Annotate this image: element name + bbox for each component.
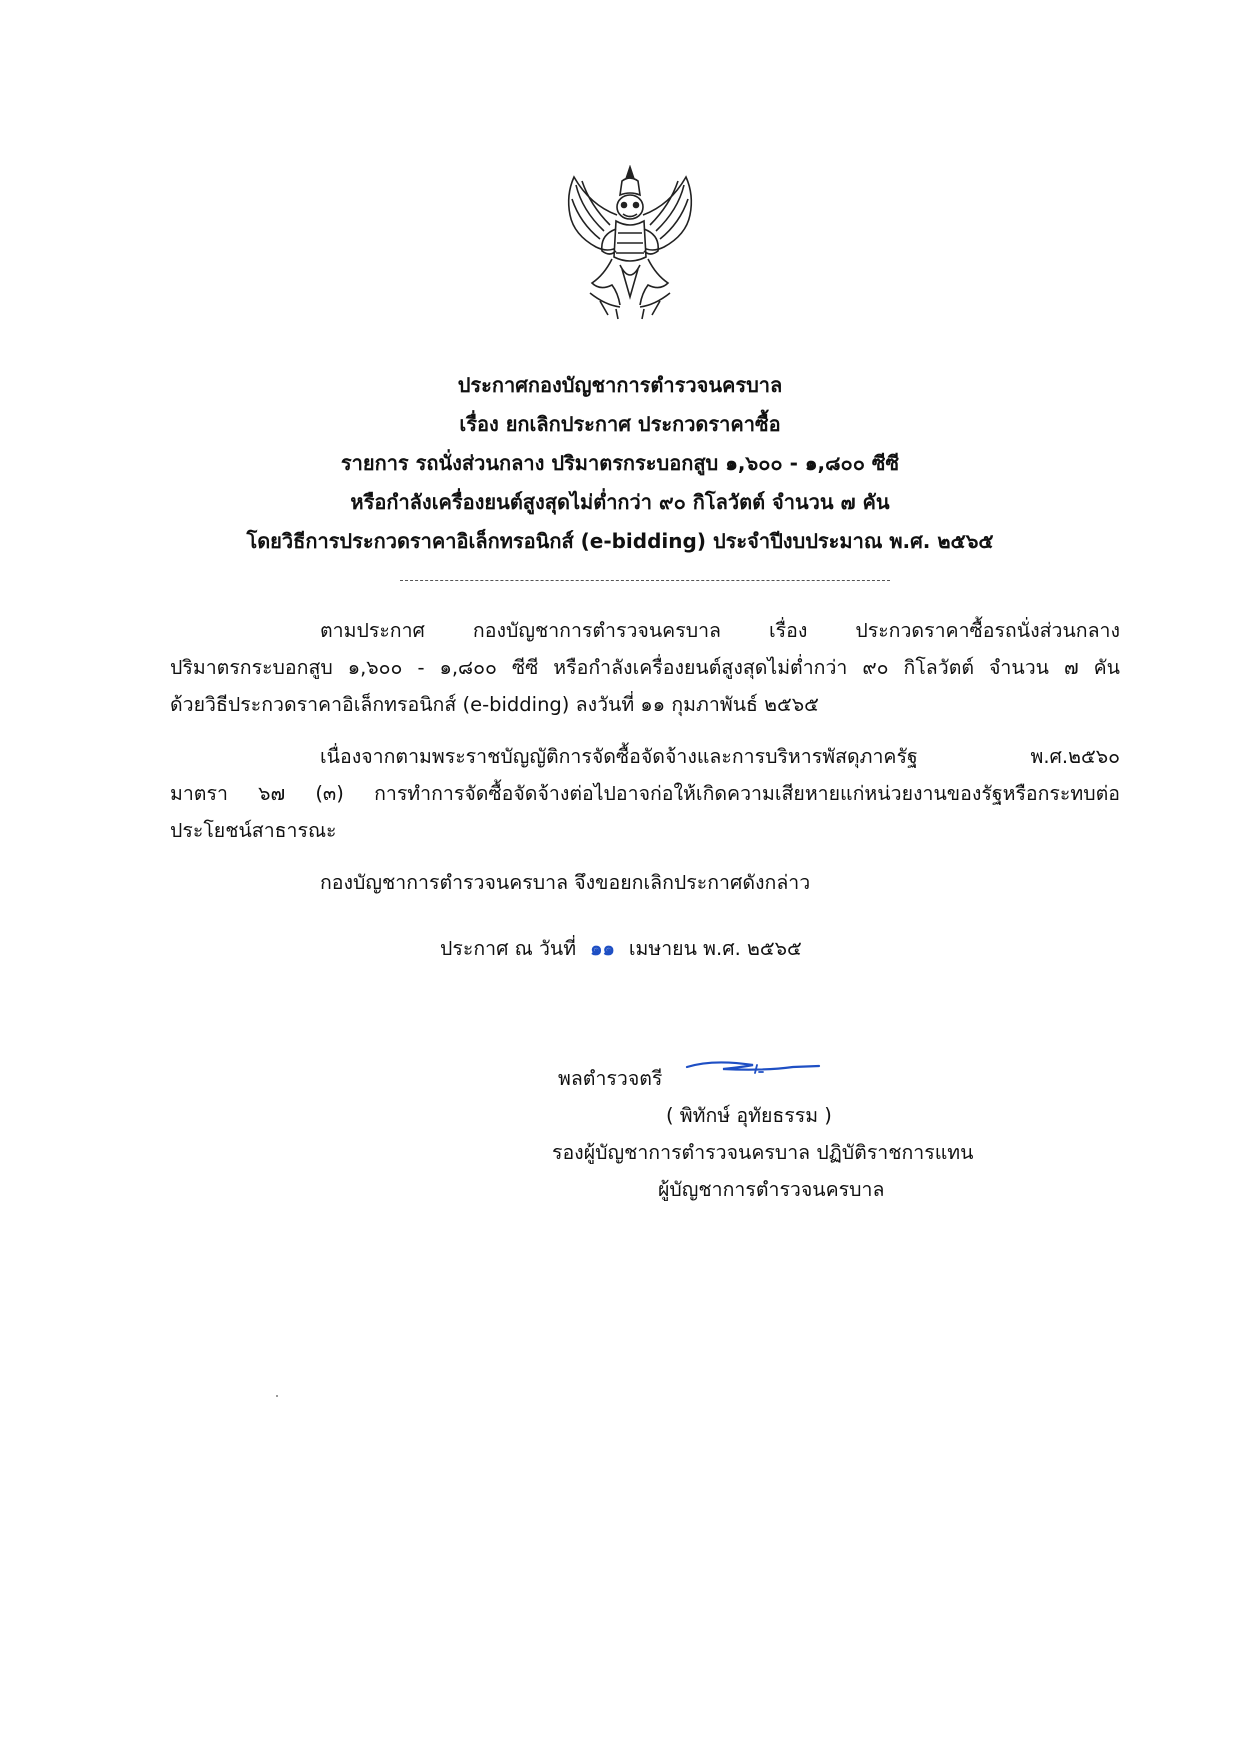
paragraph-cancellation [170, 864, 1120, 901]
date-prefix: ประกาศ ณ วันที่ [440, 937, 577, 960]
scan-speck [276, 1395, 278, 1397]
paragraph-line: ตามประกาศ กองบัญชาการตำรวจนครบาล เรื่อง ประกวดราคาซื้อรถนั่งส่วนกลาง [320, 619, 1120, 642]
heading-divider [400, 580, 890, 581]
date-month-year: เมษายน พ.ศ. ๒๕๖๕ [628, 937, 802, 960]
paragraph-line: กองบัญชาการตำรวจนครบาล จึงขอยกเลิกประกาศดังกล่าว [320, 871, 811, 894]
signatory-rank: พลตำรวจตรี [558, 1067, 663, 1090]
garuda-emblem-icon [560, 165, 700, 320]
paragraph-line: มาตรา ๖๗ (๓) การทำการจัดซื้อจัดจ้างต่อไปอาจก่อให้เกิดความเสียหายแก่หน่วยงานของรัฐหรือกระทบต่อ [170, 782, 1120, 805]
paragraph-line: ประโยชน์สาธารณะ [170, 819, 337, 842]
paragraph-line: เนื่องจากตามพระราชบัญญัติการจัดซื้อจัดจ้างและการบริหารพัสดุภาครัฐ พ.ศ.๒๕๖๐ [320, 745, 1120, 768]
announcement-date [440, 933, 802, 964]
paragraph-reason [170, 738, 1120, 849]
signatory-position-2: ผู้บัญชาการตำรวจนครบาล [658, 1178, 885, 1201]
paragraph-line: ด้วยวิธีประกวดราคาอิเล็กทรอนิกส์ (e-bidding) ลงวันที่ ๑๑ กุมภาพันธ์ ๒๕๖๕ [170, 693, 819, 716]
announcement-title: ประกาศกองบัญชาการตำรวจนครบาล [457, 373, 783, 397]
announcement-item-detail: หรือกำลังเครื่องยนต์สูงสุดไม่ต่ำกว่า ๙๐ กิโลวัตต์ จำนวน ๗ คัน [350, 490, 890, 514]
paragraph-line: ปริมาตรกระบอกสูบ ๑,๖๐๐ - ๑,๘๐๐ ซีซี หรือกำลังเครื่องยนต์สูงสุดไม่ต่ำกว่า ๙๐ กิโลวัตต์ จำนวน ๗ คัน [170, 656, 1120, 679]
handwritten-signature-icon [683, 1055, 823, 1079]
signatory-name: ( พิทักษ์ อุทัยธรรม ) [666, 1104, 832, 1127]
announcement-item: รายการ รถนั่งส่วนกลาง ปริมาตรกระบอกสูบ ๑,๖๐๐ - ๑,๘๐๐ ซีซี [340, 451, 900, 475]
announcement-subject: เรื่อง ยกเลิกประกาศ ประกวดราคาซื้อ [459, 412, 781, 436]
signatory-position: รองผู้บัญชาการตำรวจนครบาล ปฏิบัติราชการแทน [552, 1141, 974, 1164]
announcement-method: โดยวิธีการประกวดราคาอิเล็กทรอนิกส์ (e-bidding) ประจำปีงบประมาณ พ.ศ. ๒๕๖๕ [246, 529, 994, 553]
date-day: ๑๑ [590, 937, 615, 960]
paragraph-reference [170, 612, 1120, 723]
